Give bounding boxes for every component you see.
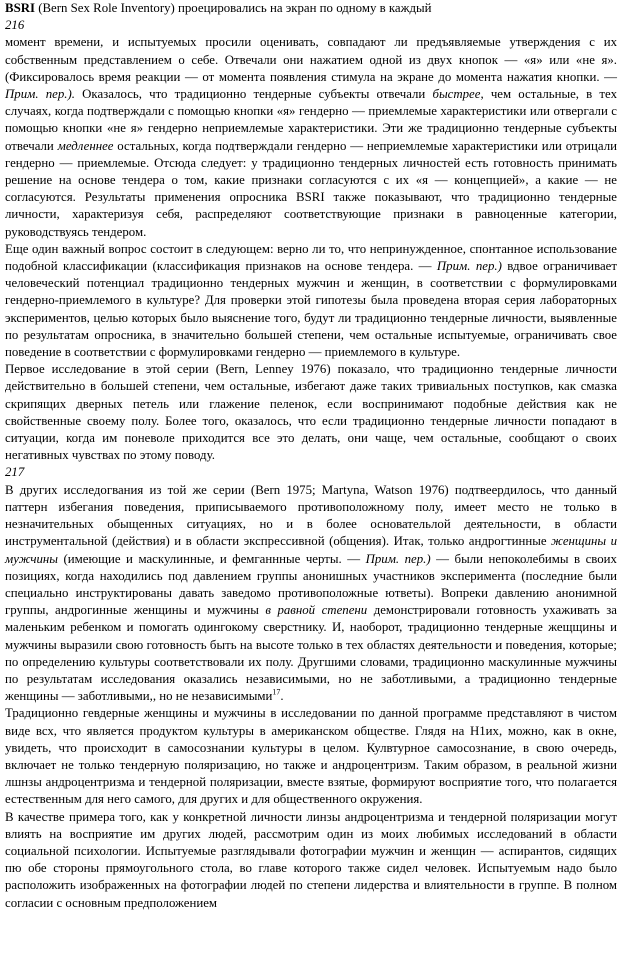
- text-run: демонстрировали готовность ухаживать за маленьким ребенком и помогать одингокому сверстнику. И, наоборот, традиционно тендерные жещщины и мужчины выразили свою готовность быть на высоте только в тех областях деятельности и поведения, которые; по определению культуры соответствовали их полу. Другшими словами, традиционно маскулинные мужчины по результатам исследования оказались независимыми, но не заботливыми, а традиционно тендерные женщины — заботливыми,, но не независимыми: [5, 603, 618, 704]
- translator-note: Прим. пер.): [436, 259, 502, 274]
- emphasis-equal-degree: в равной степени: [265, 603, 368, 618]
- bsri-acronym: BSRI: [5, 1, 35, 15]
- text-run: Еще один важный вопрос состоит в следующем: верно ли то, что непринужденное, спонтанное использование подобной классификации (классификация признаков на основе тендера. —: [5, 241, 617, 274]
- text-run: остальных, когда подтверждали гендерно — неприемлемые характеристики или отрицали гендерно — приемлемые. Отсюда следует: у традиционно тендерных личностей есть готовность принимать решение на основе тендера о том, какие признаки согласуются с их «я — концепцией», а какие — не согласуются. Результаты применения опросника BSRI также показывают, что традиционно тендерные личности, характеризуя себя, распределяют соответствующие признаки в равноценные категории, руководствуясь тендером.: [5, 138, 617, 239]
- paragraph-hypothesis: [5, 241, 617, 361]
- paragraph-culture-lens: Традиционно гевдерные женщины и мужчины в исследовании по данной программе представляют в чистом виде всх, что является продуктом культуры в американском обществе. Глядя на Н1их, можно, как в окне, увидеть, что происходит в самосознании культуры в целом. Кулвтурное самосознание, в свою очередь, включает не только тендерную поляризацию, но также и андроцентризм. Таким образом, в реальной жизни лшнзы андроцентризма и тендерной поляризации, вместе взятые, формируют восприятие того, что полагается естественным для него самого, для других и для общественного окружения.: [5, 706, 617, 807]
- paragraph-reaction-time: [5, 34, 617, 240]
- paragraph-example: В качестве примера того, как у конкретной личности линзы андроцентризма и тендерной поляризации могут влиять на восприятие им других людей, рассмотрим один из моих любимых исследований в области социальной психологии. Испытуемые разглядывали фотографии мужчин и женщин — аспирантов, сидящих пю обе стороны прямоугольного стола, во главе которого также сидел человек. Испытуемым надо было расположить изображенных на фотографии людей по степени лидерства и влиятельности в группе. В полном согласии с основным предположением: [5, 809, 617, 910]
- translator-note: Прим. пер.).: [5, 87, 75, 102]
- page-number-216: 216: [5, 18, 25, 33]
- translator-note: Прим. пер.): [365, 551, 431, 566]
- text-run: В других исследогвания из той же серии (Bern 1975; Martyna, Watson 1976) подтвеердилось, что данный паттерн избегания поведения, приписываемого противоположному полу, имеет место не только в незначительных обыщенных ситуациях, но и в более основательлой деятельности, в области инструментальной (действия) и в области экспрессивной (общения). Итак, только андрогтинные: [5, 482, 617, 549]
- text-run: .: [280, 689, 284, 704]
- text-run: момент времени, и испытуемых просили оценивать, совпадают ли предъявляемые утверждения с их собственным представлением о себе. Отвечали они нажатием одной из двух кнопок — «я» или «не я». (Фиксировалось время реакции — от момента появления стимула на экране до момента нажатия кнопки. —: [5, 35, 617, 84]
- text-run: (имеющие и маскулинные, и фемганнные черты. —: [57, 551, 366, 566]
- footnote-marker: 17: [272, 687, 281, 697]
- intro-text: (Bern Sex Role Inventory) проецировались на экран по одному в каждый: [34, 1, 432, 15]
- page-number-217: 217: [5, 465, 25, 480]
- paragraph-other-studies: [5, 482, 617, 706]
- text-run: чем остальные, в тех случаях, когда подтверждали с помощью кнопки «я» гендерно — приемлемые характеристики или отвергали с помощью кнопки «не я» гендерно неприемлемые характеристики. Эти же традиционно тендерные субъекты отвечали: [5, 87, 617, 153]
- text-run: Оказалось, что традиционно тендерные субъекты отвечали: [74, 87, 433, 102]
- text-run: вдвое ограничивает человеческий потенциал традиционно тендерных мужчин и женщин, в соответствии с формулировками гендерно-приемлемого в культуре? Для проверки этой гипотезы была проведена вторая серия лабораторных экспериментов, целью которых было выяснение того, будут ли традиционно тендерные личности, выявленные по результатам опросника, в значительно большей степени, чем остальные испытуемые, ограничивать свое поведение в соответствии с формулировками гендерно — приемлемого в культуре.: [5, 259, 617, 360]
- paragraph-intro: [5, 0, 617, 17]
- paragraph-first-study: Первое исследование в этой серии (Bern, Lenney 1976) показало, что традиционно тендерные личности действительно в большей степени, чем остальные, избегают даже таких тривиальных поступков, как смазка скрипящих дверных петель или глажение пеленок, если воспринимают подобные действия как не свойственные своему полу. Более того, оказалось, что если традиционно тендерные личности попадают в ситуации, когда им поневоле приходится все это делать, они чаще, чем остальные, сообщают о своих негативных чувствах по этому поводу.: [5, 362, 617, 463]
- emphasis-slower: медленнее: [57, 138, 114, 153]
- text-run: — были непоколебимы в своих позициях, когда находились под давлением группы анонишных участников эксперимента (последние были специально инструктированы давать заведомо противоположные ютветы). Вопреки давлению анонимной группы, андрогинные женщины и мужчины: [5, 551, 617, 618]
- emphasis-women-men: женщины и мужчины: [5, 534, 618, 566]
- emphasis-faster: быстрее,: [432, 87, 484, 102]
